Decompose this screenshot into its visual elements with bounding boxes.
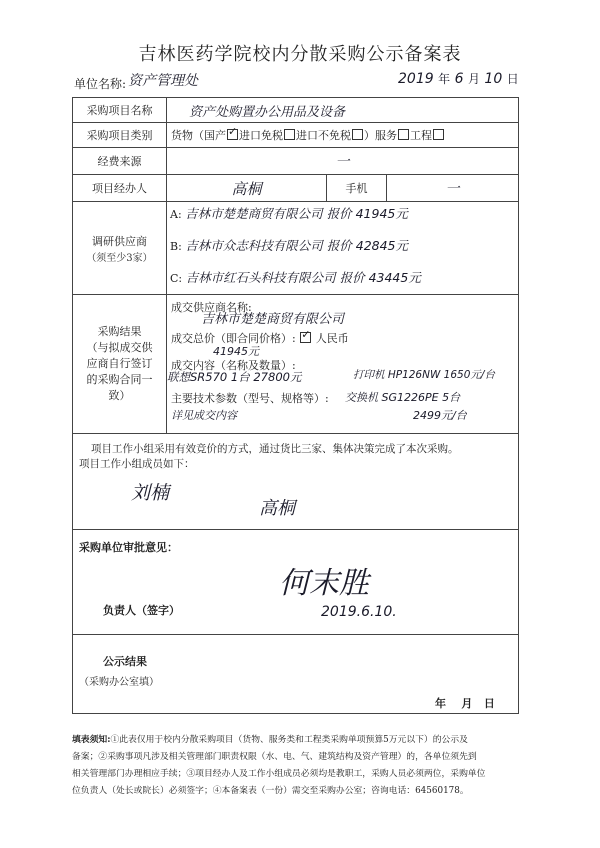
import-nofree-checkbox[interactable] xyxy=(352,129,363,140)
working-group-text-2: 项目工作小组成员如下： xyxy=(79,458,195,470)
suppliers-cell xyxy=(167,202,519,295)
approval-label: 采购单位审批意见： xyxy=(79,541,178,554)
filing-notes xyxy=(72,732,518,800)
notes-prefix: 填表须知: xyxy=(72,735,111,745)
approval-cell xyxy=(73,530,519,635)
deal-item-5: 2499元/台 xyxy=(413,409,467,422)
date-year-suffix: 年 xyxy=(438,72,451,86)
public-date-day: 日 xyxy=(483,697,495,710)
result-label-cell xyxy=(73,295,167,434)
form-date xyxy=(398,70,519,87)
responsible-label: 负责人（签字） xyxy=(103,604,180,617)
suppliers-label-cell xyxy=(73,202,167,295)
funds-value: 一 xyxy=(335,154,350,170)
public-date-year: 年 xyxy=(435,697,446,710)
supplier-c-prefix: C: xyxy=(170,272,183,285)
tech-params-label: 主要技术参数（型号、规格等）: xyxy=(171,392,329,405)
deal-total-row xyxy=(171,330,349,346)
phone-cell xyxy=(387,175,519,202)
notes-line-3: 相关管理部门办理相应手续；③项目经办人及工作小组成员必须均是教职工，采购人员必须两位，采购单位 xyxy=(72,769,486,779)
phone-label: 手机 xyxy=(327,175,387,202)
import-free-checkbox[interactable] xyxy=(284,129,295,140)
deal-supplier-label: 成交供应商名称: xyxy=(171,301,252,314)
public-result-sub: （采购办公室填） xyxy=(79,677,159,688)
supplier-c-text: 吉林市红石头科技有限公司 报价 43445元 xyxy=(185,270,421,285)
row-approval xyxy=(73,530,519,635)
category-import-nofree: 进口不免税 xyxy=(296,129,351,142)
supplier-a-prefix: A: xyxy=(170,208,182,221)
manager-label: 项目经办人 xyxy=(73,175,167,202)
supplier-c xyxy=(170,264,518,293)
domestic-checkbox[interactable] xyxy=(227,129,238,140)
category-cell xyxy=(167,123,519,148)
funds-cell xyxy=(167,148,519,175)
working-group-text-1: 项目工作小组采用有效竞价的方式，通过货比三家、集体决策完成了本次采购。 xyxy=(91,443,459,455)
category-service: ）服务 xyxy=(364,129,397,142)
row-category xyxy=(73,123,519,148)
category-label: 采购项目类别 xyxy=(73,123,167,148)
deal-supplier-value: 吉林市楚楚商贸有限公司 xyxy=(201,312,345,327)
row-project-name xyxy=(73,98,519,123)
suppliers-label: 调研供应商 xyxy=(92,234,147,248)
supplier-a xyxy=(170,202,518,233)
supplier-b-prefix: B: xyxy=(170,240,182,253)
phone-value: 一 xyxy=(445,181,460,197)
date-day-suffix: 日 xyxy=(506,72,519,86)
suppliers-sub: （须至少3家） xyxy=(86,252,153,264)
row-suppliers xyxy=(73,202,519,295)
date-day: 10 xyxy=(484,71,503,87)
unit-name-label: 单位名称: xyxy=(74,77,127,91)
deal-item-4: 详见成交内容 xyxy=(171,409,237,422)
category-engineering: 工程 xyxy=(410,129,432,142)
row-public-result xyxy=(73,635,519,714)
category-import-free: 进口免税 xyxy=(239,129,283,142)
supplier-b-text: 吉林市众志科技有限公司 报价 42845元 xyxy=(185,238,409,253)
service-checkbox[interactable] xyxy=(398,129,409,140)
project-name-value: 资产处购置办公用品及设备 xyxy=(189,104,346,120)
signature-name: 何末胜 xyxy=(279,566,369,601)
working-group-cell xyxy=(73,434,519,530)
deal-currency: 人民币 xyxy=(315,332,349,345)
member-2: 高桐 xyxy=(259,498,295,519)
public-date xyxy=(435,695,495,711)
notes-line-1: ①此表仅用于校内分散采购项目（货物、服务类和工程类采购单项预算5万元以下）的公示及 xyxy=(110,735,468,745)
member-1: 刘楠 xyxy=(131,482,170,504)
public-result-label: 公示结果 xyxy=(103,655,147,668)
notes-line-4: 位负责人（处长或院长）必须签字；④本备案表（一份）需交至采购办公室；咨询电话：64560178。 xyxy=(72,786,469,796)
project-name-label: 采购项目名称 xyxy=(73,98,167,123)
engineering-checkbox[interactable] xyxy=(433,129,444,140)
row-manager xyxy=(73,175,519,202)
funds-label: 经费来源 xyxy=(73,148,167,175)
deal-item-3: 交换机 SG1226PE 5台 xyxy=(345,391,461,404)
deal-total-value: 41945元 xyxy=(213,345,259,358)
page-title: 吉林医药学院校内分散采购公示备案表 xyxy=(138,44,462,65)
signature-date: 2019.6.10. xyxy=(321,604,397,620)
deal-content-label: 成交内容（名称及数量）: xyxy=(171,359,296,372)
public-result-cell xyxy=(73,635,519,714)
notes-line-2: 备案；②采购事项凡涉及相关管理部门职责权限（水、电、气、建筑结构及资产管理）的，各单位须先到 xyxy=(72,752,477,762)
result-label-line-1: 采购结果 xyxy=(97,325,142,338)
row-funds xyxy=(73,148,519,175)
deal-total-label: 成交总价（即合同价格）: xyxy=(171,332,296,345)
date-month-suffix: 月 xyxy=(467,72,480,86)
category-domestic-text: 货物（国产 xyxy=(171,129,226,142)
row-result xyxy=(73,295,519,434)
unit-name-value: 资产管理处 xyxy=(128,73,198,89)
result-label-line-2: （与拟成交供 xyxy=(86,341,153,354)
public-date-month: 月 xyxy=(461,697,473,710)
result-cell xyxy=(167,295,519,434)
deal-item-2: 打印机 HP126NW 1650元/台 xyxy=(353,369,495,381)
result-label-line-5: 致） xyxy=(108,389,131,402)
manager-cell xyxy=(167,175,327,202)
rmb-checkbox[interactable] xyxy=(300,332,311,343)
date-year: 2019 xyxy=(398,71,434,87)
deal-item-1: 联想SR570 1台 27800元 xyxy=(167,370,302,384)
row-working-group xyxy=(73,434,519,530)
result-label-line-4: 的采购合同一 xyxy=(86,373,153,386)
filing-form-table xyxy=(72,97,519,714)
project-name-cell xyxy=(167,98,519,123)
supplier-a-text: 吉林市楚楚商贸有限公司 报价 41945元 xyxy=(185,206,408,221)
result-label-line-3: 应商自行签订 xyxy=(86,357,153,370)
manager-value: 高桐 xyxy=(231,179,262,198)
date-month: 6 xyxy=(454,71,464,87)
supplier-b xyxy=(170,233,518,264)
